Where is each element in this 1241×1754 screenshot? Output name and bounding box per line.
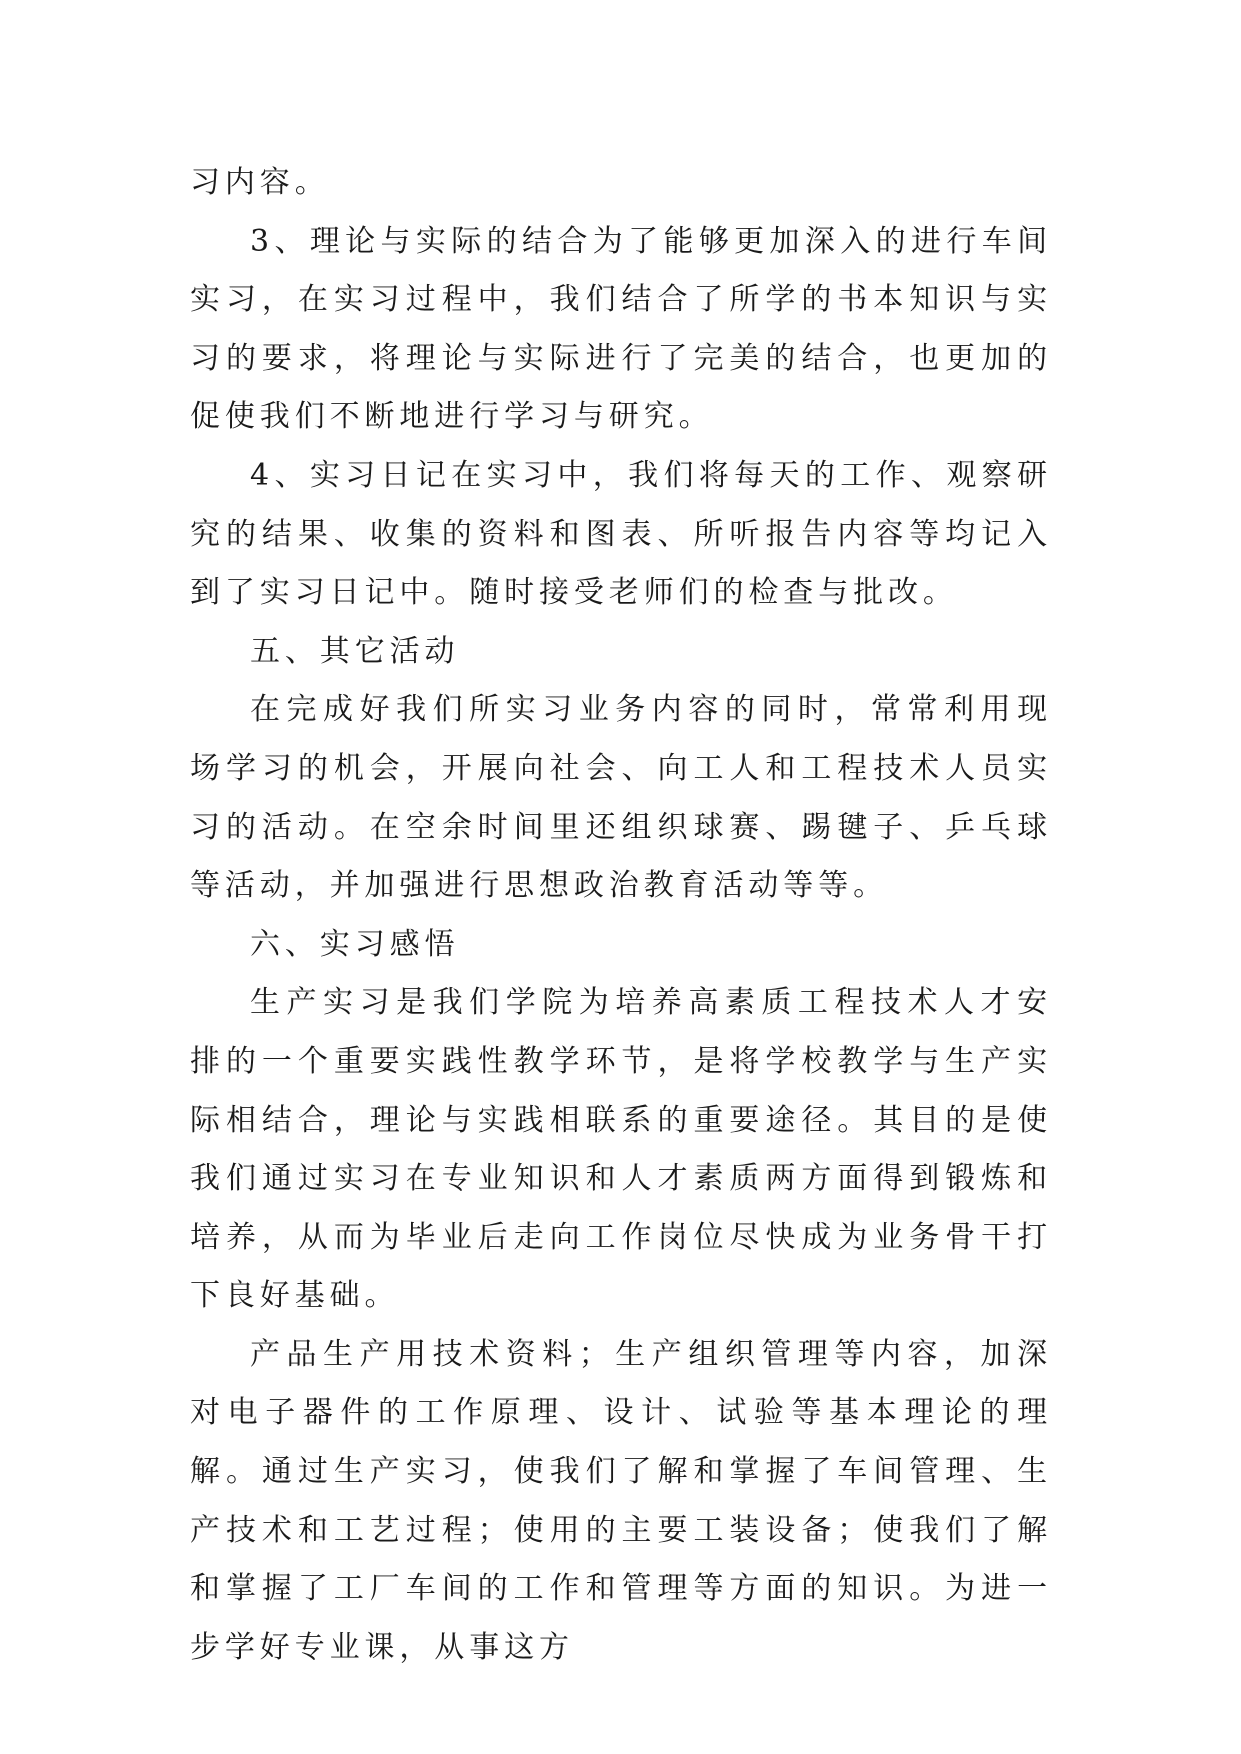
paragraph-production-knowledge: 产品生产用技术资料；生产组织管理等内容，加深对电子器件的工作原理、设计、试验等基本理论的理解。通过生产实习，使我们了解和掌握了车间管理、生产技术和工艺过程；使用的主要工装设备；使我们了解和掌握了工厂车间的工作和管理等方面的知识。为进一步学好专业课，从事这方	[190, 1336, 1052, 1665]
section-heading-other-activities: 五、其它活动	[250, 633, 460, 669]
paragraph-theory-practice: 3、理论与实际的结合为了能够更加深入的进行车间实习，在实习过程中，我们结合了所学的书本知识与实习的要求，将理论与实际进行了完美的结合，也更加的促使我们不断地进行学习与研究。	[190, 223, 1052, 435]
paragraph-continuation: 习内容。	[190, 165, 330, 200]
section-heading-reflections: 六、实习感悟	[250, 926, 460, 962]
paragraph-reflections: 生产实习是我们学院为培养高素质工程技术人才安排的一个重要实践性教学环节，是将学校教学与生产实际相结合，理论与实践相联系的重要途径。其目的是使我们通过实习在专业知识和人才素质两方面得到锻炼和培养，从而为毕业后走向工作岗位尽快成为业务骨干打下良好基础。	[190, 985, 1052, 1314]
document-body	[190, 154, 1052, 1677]
paragraph-other-activities: 在完成好我们所实习业务内容的同时，常常利用现场学习的机会，开展向社会、向工人和工程技术人员实习的活动。在空余时间里还组织球赛、踢毽子、乒乓球等活动，并加强进行思想政治教育活动等等。	[190, 692, 1052, 904]
paragraph-internship-diary: 4、实习日记在实习中，我们将每天的工作、观察研究的结果、收集的资料和图表、所听报告内容等均记入到了实习日记中。随时接受老师们的检查与批改。	[190, 457, 1052, 611]
